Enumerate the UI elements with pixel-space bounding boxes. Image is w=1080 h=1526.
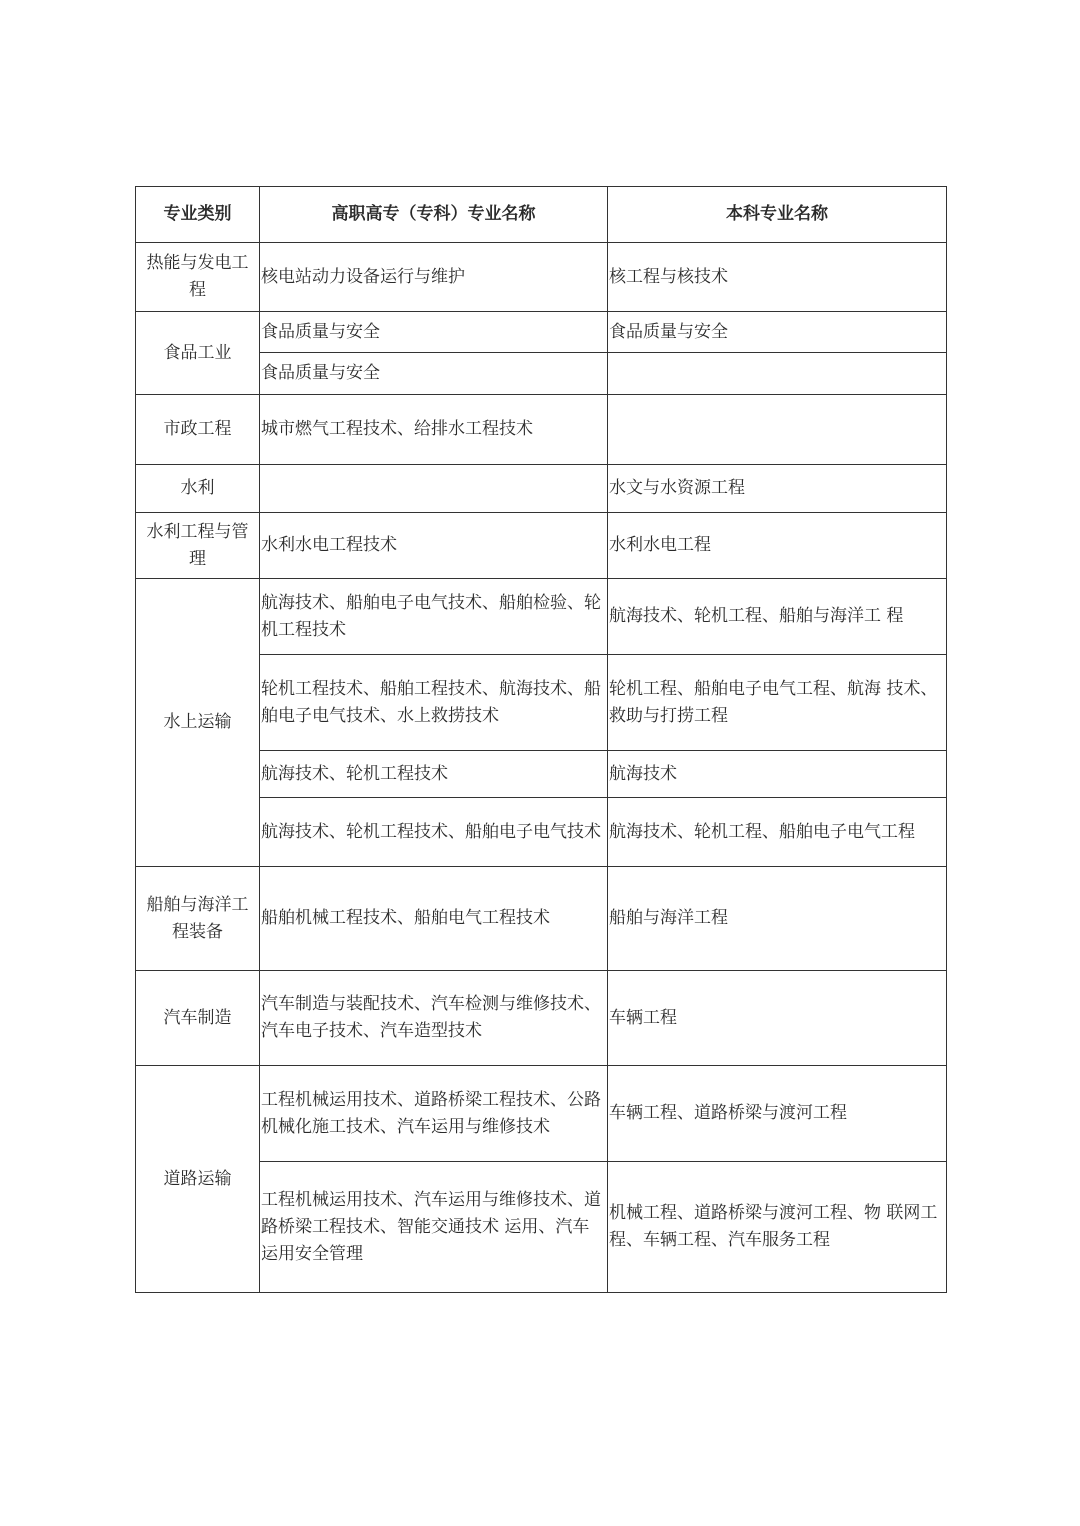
- undergraduate-major-cell: 船舶与海洋工程: [608, 867, 947, 971]
- category-cell: 船舶与海洋工程装备: [136, 867, 260, 971]
- table-row: [136, 312, 947, 353]
- vocational-major-cell: 核电站动力设备运行与维护: [260, 243, 608, 312]
- vocational-major-cell: 食品质量与安全: [260, 312, 608, 353]
- table-row: [136, 867, 947, 971]
- undergraduate-major-cell: 航海技术、轮机工程、船舶电子电气工程: [608, 798, 947, 867]
- vocational-major-cell: 汽车制造与装配技术、汽车检测与维修技术、汽车电子技术、汽车造型技术: [260, 971, 608, 1066]
- undergraduate-major-cell: 航海技术: [608, 751, 947, 798]
- table-row: [136, 395, 947, 465]
- header-undergraduate-major: 本科专业名称: [608, 187, 947, 243]
- header-row: [136, 187, 947, 243]
- table-row: [136, 513, 947, 579]
- undergraduate-major-cell: 水文与水资源工程: [608, 465, 947, 513]
- vocational-major-cell: 航海技术、轮机工程技术: [260, 751, 608, 798]
- undergraduate-major-cell: 车辆工程: [608, 971, 947, 1066]
- vocational-major-cell: 城市燃气工程技术、给排水工程技术: [260, 395, 608, 465]
- undergraduate-major-cell: 车辆工程、道路桥梁与渡河工程: [608, 1066, 947, 1162]
- table-row: [136, 1066, 947, 1162]
- vocational-major-cell: 航海技术、轮机工程技术、船舶电子电气技术: [260, 798, 608, 867]
- header-category: 专业类别: [136, 187, 260, 243]
- category-cell: 水利: [136, 465, 260, 513]
- vocational-major-cell: [260, 465, 608, 513]
- table-row: [136, 971, 947, 1066]
- table-row: [136, 465, 947, 513]
- category-cell: 道路运输: [136, 1066, 260, 1293]
- undergraduate-major-cell: 轮机工程、船舶电子电气工程、航海 技术、救助与打捞工程: [608, 655, 947, 751]
- undergraduate-major-cell: [608, 395, 947, 465]
- undergraduate-major-cell: 食品质量与安全: [608, 312, 947, 353]
- table-row: [136, 579, 947, 655]
- undergraduate-major-cell: 机械工程、道路桥梁与渡河工程、物 联网工程、车辆工程、汽车服务工程: [608, 1162, 947, 1293]
- category-cell: 水上运输: [136, 579, 260, 867]
- vocational-major-cell: 工程机械运用技术、道路桥梁工程技术、公路机械化施工技术、汽车运用与维修技术: [260, 1066, 608, 1162]
- undergraduate-major-cell: 航海技术、轮机工程、船舶与海洋工 程: [608, 579, 947, 655]
- vocational-major-cell: 食品质量与安全: [260, 353, 608, 395]
- vocational-major-cell: 工程机械运用技术、汽车运用与维修技术、道路桥梁工程技术、智能交通技术 运用、汽车运用安全管理: [260, 1162, 608, 1293]
- vocational-major-cell: 航海技术、船舶电子电气技术、船舶检验、轮机工程技术: [260, 579, 608, 655]
- major-comparison-table: [135, 186, 947, 1293]
- table-body: [136, 243, 947, 1293]
- category-cell: 食品工业: [136, 312, 260, 395]
- undergraduate-major-cell: 水利水电工程: [608, 513, 947, 579]
- table-row: [136, 243, 947, 312]
- category-cell: 水利工程与管理: [136, 513, 260, 579]
- category-cell: 热能与发电工程: [136, 243, 260, 312]
- header-vocational-major: 高职高专（专科）专业名称: [260, 187, 608, 243]
- vocational-major-cell: 轮机工程技术、船舶工程技术、航海技术、船舶电子电气技术、水上救捞技术: [260, 655, 608, 751]
- vocational-major-cell: 船舶机械工程技术、船舶电气工程技术: [260, 867, 608, 971]
- vocational-major-cell: 水利水电工程技术: [260, 513, 608, 579]
- category-cell: 市政工程: [136, 395, 260, 465]
- undergraduate-major-cell: 核工程与核技术: [608, 243, 947, 312]
- category-cell: 汽车制造: [136, 971, 260, 1066]
- undergraduate-major-cell: [608, 353, 947, 395]
- table-header: [136, 187, 947, 243]
